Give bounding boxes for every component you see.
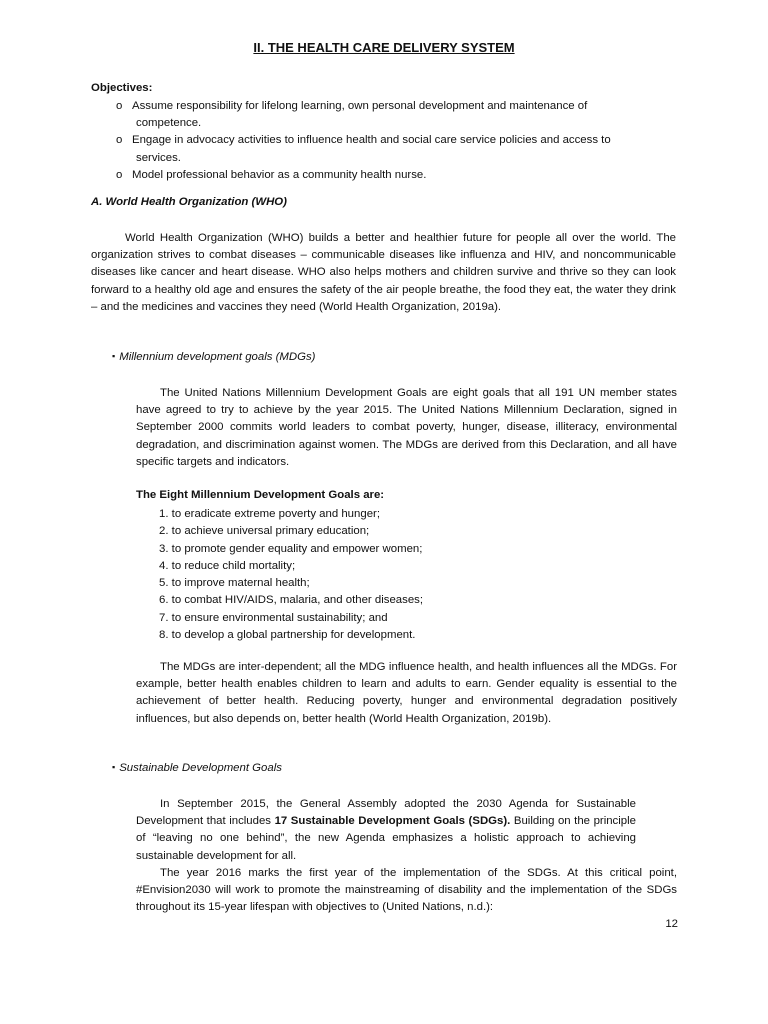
- goal-item: 6. to combat HIV/AIDS, malaria, and other diseases;: [159, 594, 424, 607]
- objective-text-line2: services.: [136, 151, 181, 164]
- goal-item: 2. to achieve universal primary education;: [159, 525, 370, 538]
- goal-item: 8. to develop a global partnership for development.: [159, 629, 416, 642]
- sdg-p1-before: In September 2015, the General Assembly adopted the 2030 Agenda for Sustainable Development that includes: [136, 798, 636, 828]
- mdg-interdependence-text: The MDGs are inter-dependent; all the MDG influence health, and health influences all the MDGs. For example, better health enables children to learn and adults to earn. Gender equality is essential to the achievement of better health. Reducing poverty, hunger and environmental degradation positively influences, but also depends on, better health (World Health Organization, 2019b).: [136, 661, 677, 725]
- square-bullet-icon: ▪: [112, 762, 116, 772]
- objectives-heading: Objectives:: [91, 82, 153, 94]
- page-number: 12: [665, 918, 678, 930]
- objective-text-line2: competence.: [136, 117, 202, 130]
- who-paragraph-text: World Health Organization (WHO) builds a better and healthier future for people all over the world. The organization strives to combat diseases – communicable diseases like influenza and HIV, and noncommunicable diseases like cancer and heart disease. WHO also helps mothers and children survive and thrive so they can look forward to a healthy old age and ensures the safety of the air people breathe, the food they eat, the water they drink – and the medicines and vaccines they need (World Health Organization, 2019a).: [91, 232, 676, 313]
- mdg-interdependence-paragraph: [136, 659, 677, 728]
- sdg-paragraph-1: [136, 796, 636, 865]
- objective-item: [116, 98, 676, 132]
- objective-bullet: o: [116, 100, 123, 112]
- goal-item: 7. to ensure environmental sustainability; and: [159, 611, 388, 624]
- square-bullet-icon: ▪: [112, 351, 116, 361]
- sdg-p2-text: The year 2016 marks the first year of the implementation of the SDGs. At this critical point, #Envision2030 will work to promote the mainstreaming of disability and the implementation of the SDGs throughout its 15-year lifespan with objectives to (United Nations, n.d.):: [136, 867, 677, 914]
- sdg-heading: [112, 762, 282, 774]
- objectives-list: [116, 98, 676, 184]
- section-a-heading: A. World Health Organization (WHO): [91, 196, 287, 208]
- sdg-p1-after: Building on the principle of “leaving no one behind”, the new Agenda emphasizes a holistic approach to achieving sustainable development for all.: [136, 815, 636, 862]
- objective-text-line1: Model professional behavior as a community health nurse.: [132, 168, 427, 181]
- goal-item: 1. to eradicate extreme poverty and hunger;: [159, 508, 380, 520]
- mdg-paragraph: [136, 385, 677, 471]
- objective-item: [116, 132, 676, 166]
- goal-item: 4. to reduce child mortality;: [159, 559, 296, 572]
- objective-text-line1: Assume responsibility for lifelong learning, own personal development and maintenance of: [132, 100, 588, 112]
- objective-bullet: o: [116, 134, 123, 147]
- mdg-heading: [112, 351, 315, 363]
- who-paragraph: [91, 230, 676, 316]
- sdg-paragraph-2: [136, 865, 677, 917]
- page-title: II. THE HEALTH CARE DELIVERY SYSTEM: [253, 40, 515, 55]
- goal-item: 3. to promote gender equality and empower women;: [159, 542, 423, 555]
- mdg-paragraph-text: The United Nations Millennium Development Goals are eight goals that all 191 UN member states have agreed to try to achieve by the year 2015. The United Nations Millennium Declaration, signed in September 2000 commits world leaders to combat poverty, hunger, disease, illiteracy, environmental degradation, and discrimination against women. The MDGs are derived from this Declaration, and all have specific targets and indicators.: [136, 387, 677, 468]
- objective-bullet: o: [116, 168, 123, 181]
- sdg-p1-bold: 17 Sustainable Development Goals (SDGs).: [274, 815, 511, 828]
- goal-item: 5. to improve maternal health;: [159, 577, 310, 590]
- objective-item: [116, 167, 676, 184]
- mdg-goal-list: [159, 506, 423, 644]
- eight-goals-heading: The Eight Millennium Development Goals are:: [136, 489, 385, 501]
- objective-text-line1: Engage in advocacy activities to influence health and social care service policies and access to: [132, 134, 611, 147]
- mdg-heading-text: Millennium development goals (MDGs): [119, 351, 316, 363]
- sdg-heading-text: Sustainable Development Goals: [119, 762, 282, 774]
